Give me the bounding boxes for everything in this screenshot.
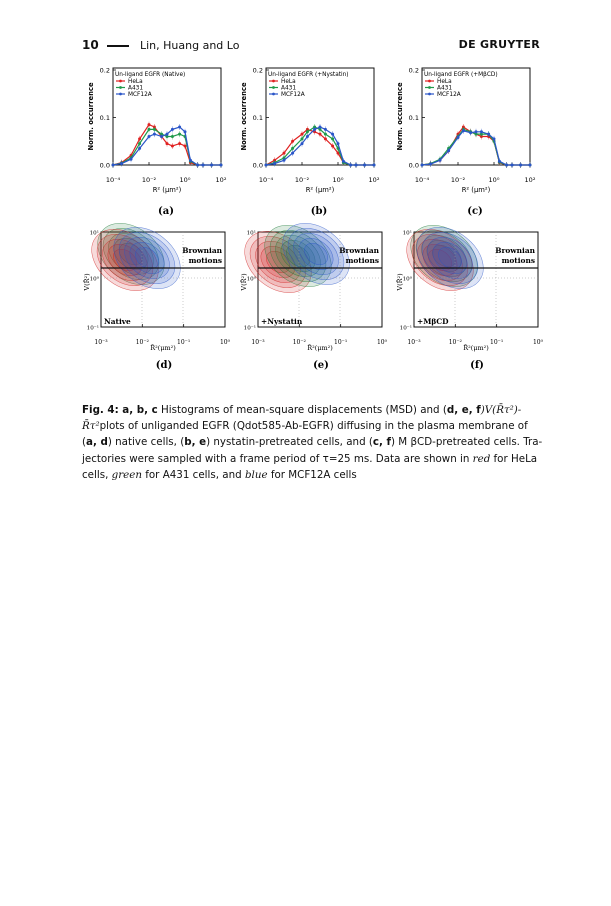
contour-y-axis-label: V(R̄²) bbox=[240, 273, 248, 291]
hist-data-point bbox=[487, 133, 490, 136]
hist-y-tick-label: 0.1 bbox=[99, 114, 110, 122]
hist-data-point bbox=[355, 164, 358, 167]
hist-legend-marker bbox=[272, 86, 275, 89]
hist-y-tick-label: 0.1 bbox=[252, 114, 263, 122]
hist-data-point bbox=[421, 164, 424, 167]
hist-x-tick-label: 10⁻⁴ bbox=[258, 176, 274, 184]
hist-data-point bbox=[138, 147, 141, 150]
hist-x-tick-label: 10⁰ bbox=[179, 176, 191, 184]
hist-data-point bbox=[220, 164, 223, 167]
hist-data-point bbox=[120, 162, 123, 165]
contour-y-tick-label: 10⁰ bbox=[89, 276, 99, 283]
hist-data-point bbox=[291, 147, 294, 150]
hist-data-point bbox=[178, 133, 181, 136]
hist-data-point bbox=[319, 126, 322, 129]
hist-data-point bbox=[184, 130, 187, 133]
hist-data-point bbox=[301, 137, 304, 140]
panel-label: (b) bbox=[310, 206, 328, 217]
annotation-motions: motions bbox=[188, 256, 222, 265]
hist-data-point bbox=[462, 129, 465, 132]
hist-data-point bbox=[189, 159, 192, 162]
contour-x-tick-label: 10⁻³ bbox=[94, 339, 108, 346]
hist-data-point bbox=[324, 133, 327, 136]
contour-y-tick-label: 10⁰ bbox=[246, 276, 256, 283]
hist-x-axis-label: R² (μm²) bbox=[461, 186, 491, 194]
hist-data-point bbox=[138, 142, 141, 145]
hist-y-tick-label: 0.0 bbox=[252, 161, 263, 170]
annotation-brownian: Brownian bbox=[339, 246, 379, 255]
hist-data-point bbox=[166, 142, 169, 145]
hist-y-tick-label: 0.0 bbox=[99, 161, 110, 170]
hist-x-tick-label: 10⁻² bbox=[294, 176, 310, 184]
hist-data-point bbox=[178, 126, 181, 129]
hist-data-point bbox=[337, 142, 340, 145]
hist-legend-title: Un-ligand EGFR (+MβCD) bbox=[424, 72, 498, 78]
hist-data-point bbox=[331, 145, 334, 148]
hist-legend-marker bbox=[428, 93, 431, 96]
hist-data-point bbox=[148, 128, 151, 131]
hist-data-point bbox=[160, 135, 163, 138]
hist-data-point bbox=[171, 128, 174, 131]
hist-data-point bbox=[349, 164, 352, 167]
hist-data-point bbox=[166, 133, 169, 136]
hist-data-point bbox=[148, 123, 151, 126]
figure-4 bbox=[0, 0, 611, 400]
annotation-motions: motions bbox=[345, 256, 379, 265]
hist-y-tick-label: 0.1 bbox=[408, 114, 419, 122]
hist-legend-entry: HeLa bbox=[128, 79, 143, 85]
hist-y-tick-label: 0.2 bbox=[252, 66, 263, 75]
hist-x-tick-label: 10² bbox=[215, 176, 227, 184]
hist-data-point bbox=[319, 133, 322, 136]
hist-data-point bbox=[493, 137, 496, 140]
hist-data-point bbox=[505, 164, 508, 167]
hist-legend-marker bbox=[119, 80, 122, 83]
hist-data-point bbox=[363, 164, 366, 167]
hist-legend-entry: A431 bbox=[128, 85, 144, 92]
hist-legend-marker bbox=[272, 93, 275, 96]
running-authors: Lin, Huang and Lo bbox=[140, 39, 240, 52]
contour-y-tick-label: 10⁻¹ bbox=[399, 325, 412, 332]
panel-label: (e) bbox=[313, 360, 329, 371]
annotation-motions: motions bbox=[501, 256, 535, 265]
panel-label: (f) bbox=[470, 360, 484, 371]
contour-x-tick-label: 10⁰ bbox=[532, 339, 544, 346]
contour-y-axis-label: V(R̄²) bbox=[396, 273, 404, 291]
contour-y-tick-label: 10⁻¹ bbox=[243, 325, 256, 332]
page-number: 10 bbox=[82, 38, 99, 52]
hist-data-point bbox=[148, 135, 151, 138]
annotation-brownian: Brownian bbox=[495, 246, 535, 255]
hist-x-tick-label: 10⁰ bbox=[488, 176, 500, 184]
hist-data-point bbox=[138, 137, 141, 140]
hist-data-point bbox=[498, 160, 501, 163]
hist-legend-entry: HeLa bbox=[281, 79, 296, 85]
hist-legend-marker bbox=[119, 93, 122, 96]
hist-data-point bbox=[373, 164, 376, 167]
hist-data-point bbox=[475, 130, 478, 133]
hist-x-tick-label: 10⁻² bbox=[450, 176, 466, 184]
hist-data-point bbox=[153, 133, 156, 136]
hist-x-axis-label: R² (μm²) bbox=[305, 186, 335, 194]
hist-data-point bbox=[519, 164, 522, 167]
contour-y-tick-label: 10¹ bbox=[89, 230, 99, 237]
hist-data-point bbox=[342, 160, 345, 163]
contour-x-tick-label: 10⁰ bbox=[219, 339, 231, 346]
contour-x-axis-label: R̄²(μm²) bbox=[307, 344, 333, 352]
hist-data-point bbox=[331, 137, 334, 140]
hist-legend-entry: A431 bbox=[437, 85, 453, 92]
hist-legend-entry: MCF12A bbox=[437, 92, 461, 98]
hist-data-point bbox=[480, 130, 483, 133]
figure-caption bbox=[82, 402, 544, 483]
hist-data-point bbox=[202, 164, 205, 167]
hist-legend-entry: HeLa bbox=[437, 79, 452, 85]
hist-data-point bbox=[112, 164, 115, 167]
hist-data-point bbox=[429, 163, 432, 166]
hist-legend-marker bbox=[272, 80, 275, 83]
hist-x-tick-label: 10⁰ bbox=[332, 176, 344, 184]
contour-x-tick-label: 10⁻¹ bbox=[177, 339, 191, 346]
caption-line-4: jectories were sampled with a frame period of τ=25 ms. Data are shown in red for HeLa bbox=[82, 452, 538, 465]
contour-x-tick-label: 10⁻¹ bbox=[334, 339, 348, 346]
contour-y-tick-label: 10¹ bbox=[246, 230, 256, 237]
hist-y-axis-label: Norm. occurrence bbox=[240, 82, 248, 151]
hist-data-point bbox=[153, 128, 156, 131]
contour-y-tick-label: 10¹ bbox=[402, 230, 412, 237]
hist-legend-entry: MCF12A bbox=[281, 92, 305, 98]
hist-legend-entry: MCF12A bbox=[128, 92, 152, 98]
contour-x-tick-label: 10⁻² bbox=[292, 339, 306, 346]
condition-label: +Nystatin bbox=[261, 317, 303, 326]
hist-y-tick-label: 0.2 bbox=[99, 66, 110, 75]
contour-y-tick-label: 10⁻¹ bbox=[86, 325, 99, 332]
hist-data-point bbox=[457, 136, 460, 139]
hist-data-point bbox=[171, 145, 174, 148]
hist-data-point bbox=[196, 164, 199, 167]
hist-data-point bbox=[529, 164, 532, 167]
hist-legend-entry: A431 bbox=[281, 85, 297, 92]
contour-x-tick-label: 10⁻² bbox=[135, 339, 149, 346]
hist-data-point bbox=[184, 145, 187, 148]
hist-data-point bbox=[331, 133, 334, 136]
hist-legend-marker bbox=[119, 86, 122, 89]
publisher-name: DE GRUYTER bbox=[458, 38, 540, 51]
hist-data-point bbox=[273, 162, 276, 165]
hist-y-tick-label: 0.0 bbox=[408, 161, 419, 170]
panel-label: (a) bbox=[158, 206, 174, 217]
hist-x-tick-label: 10⁻⁴ bbox=[105, 176, 121, 184]
hist-data-point bbox=[306, 130, 309, 133]
hist-data-point bbox=[210, 164, 213, 167]
hist-data-point bbox=[291, 140, 294, 143]
caption-line-2: R̄τ²plots of unliganded EGFR (Qdot585-Ab-EGFR) diffusing in the plasma membrane of bbox=[82, 420, 528, 433]
hist-data-point bbox=[301, 133, 304, 136]
hist-data-point bbox=[178, 142, 181, 145]
contour-x-tick-label: 10⁻³ bbox=[407, 339, 421, 346]
panel-label: (d) bbox=[155, 360, 173, 371]
hist-data-point bbox=[313, 128, 316, 131]
contour-x-axis-label: R̄²(μm²) bbox=[463, 344, 489, 352]
hist-data-point bbox=[130, 158, 133, 161]
hist-legend-marker bbox=[428, 80, 431, 83]
hist-data-point bbox=[324, 137, 327, 140]
hist-data-point bbox=[301, 142, 304, 145]
contour-x-tick-label: 10⁰ bbox=[376, 339, 388, 346]
condition-label: +MβCD bbox=[417, 317, 449, 326]
hist-x-tick-label: 10² bbox=[524, 176, 536, 184]
contour-y-axis-label: V(R̄²) bbox=[83, 273, 91, 291]
caption-line-5: cells, green for A431 cells, and blue for MCF12A cells bbox=[82, 468, 357, 481]
hist-y-axis-label: Norm. occurrence bbox=[87, 82, 95, 151]
annotation-brownian: Brownian bbox=[182, 246, 222, 255]
panel-label: (c) bbox=[467, 206, 483, 217]
condition-label: Native bbox=[104, 317, 131, 326]
hist-data-point bbox=[324, 128, 327, 131]
contour-x-axis-label: R̄²(μm²) bbox=[150, 344, 176, 352]
hist-data-point bbox=[283, 159, 286, 162]
hist-y-axis-label: Norm. occurrence bbox=[396, 82, 404, 151]
hist-legend-title: Un-ligand EGFR (+Nystatin) bbox=[268, 72, 349, 78]
hist-data-point bbox=[439, 159, 442, 162]
hist-data-point bbox=[447, 149, 450, 152]
hist-y-tick-label: 0.2 bbox=[408, 66, 419, 75]
caption-line-1: Fig. 4: a, b, c Histograms of mean-square displacements (MSD) and (d, e, f)V(R̄τ²)- bbox=[82, 404, 522, 416]
hist-x-tick-label: 10² bbox=[368, 176, 380, 184]
contour-x-tick-label: 10⁻² bbox=[448, 339, 462, 346]
hist-x-tick-label: 10⁻² bbox=[141, 176, 157, 184]
hist-x-axis-label: R² (μm²) bbox=[152, 186, 182, 194]
hist-data-point bbox=[306, 135, 309, 138]
hist-x-tick-label: 10⁻⁴ bbox=[414, 176, 430, 184]
hist-data-point bbox=[469, 131, 472, 134]
caption-line-3: (a, d) native cells, (b, e) nystatin-pretreated cells, and (c, f) M βCD-pretreated cells. Tra- bbox=[82, 436, 543, 449]
hist-legend-marker bbox=[428, 86, 431, 89]
hist-legend-title: Un-ligand EGFR (Native) bbox=[115, 72, 186, 78]
contour-x-tick-label: 10⁻¹ bbox=[490, 339, 504, 346]
contour-x-tick-label: 10⁻³ bbox=[251, 339, 265, 346]
hist-data-point bbox=[283, 152, 286, 155]
hist-data-point bbox=[171, 135, 174, 138]
hist-data-point bbox=[511, 164, 514, 167]
hist-data-point bbox=[265, 164, 268, 167]
contour-y-tick-label: 10⁰ bbox=[402, 276, 412, 283]
hist-data-point bbox=[291, 152, 294, 155]
